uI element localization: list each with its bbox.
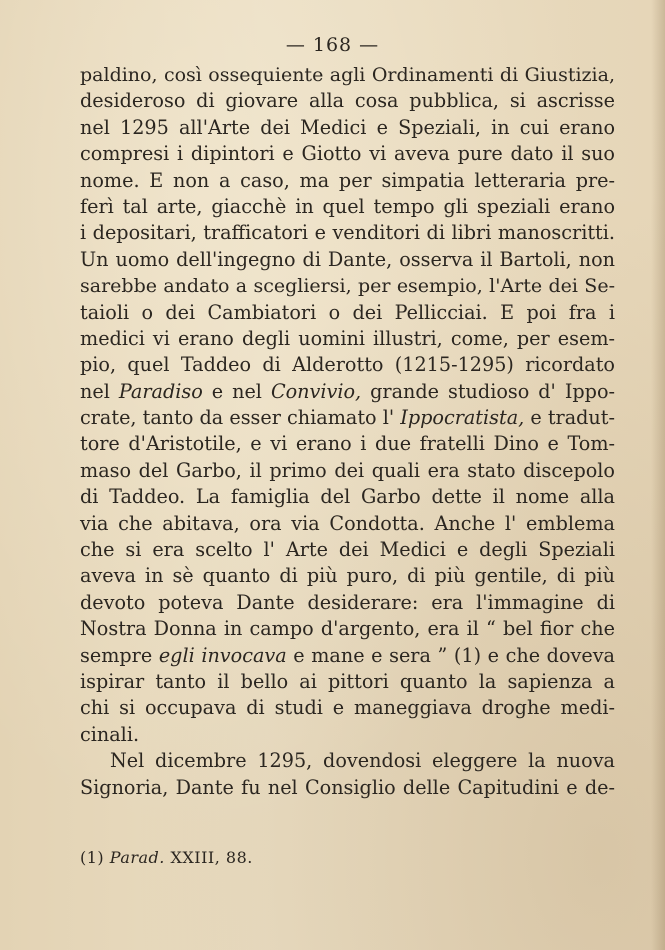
text-line: ispirar tanto il bello ai pittori quanto la sapienza a bbox=[80, 669, 615, 693]
italic-text: Ippocratista, bbox=[400, 406, 525, 430]
text-segment: nel bbox=[80, 379, 119, 403]
text-line: aveva in sè quanto di più puro, di più gentile, di più bbox=[80, 564, 615, 588]
text-line: devoto poteva Dante desiderare: era l'immagine di bbox=[80, 590, 615, 614]
italic-text: egli invocava bbox=[158, 643, 287, 667]
text-line: tore d'Aristotile, e vi erano i due fratelli Dino e Tom- bbox=[80, 432, 615, 456]
italic-text: Convivio, bbox=[270, 379, 362, 403]
text-line: pio, quel Taddeo di Alderotto (1215-1295) ricordato bbox=[80, 353, 615, 377]
text-line: che si era scelto l' Arte dei Medici e degli Speziali bbox=[80, 538, 615, 562]
text-line: via che abitava, ora via Condotta. Anche l' emblema bbox=[80, 511, 615, 535]
text-line bbox=[80, 405, 615, 431]
text-line: maso del Garbo, il primo dei quali era stato discepolo bbox=[80, 458, 615, 482]
text-line: compresi i dipintori e Giotto vi aveva pure dato il suo bbox=[80, 142, 615, 166]
text-segment: grande studioso d' Ippo- bbox=[361, 379, 615, 403]
text-line: desideroso di giovare alla cosa pubblica, si ascrisse bbox=[80, 89, 615, 113]
text-line: nel 1295 all'Arte dei Medici e Speziali, in cui erano bbox=[80, 115, 615, 139]
page-number: — 168 — bbox=[285, 34, 380, 56]
text-line: sarebbe andato a scegliersi, per esempio, l'Arte dei Se- bbox=[80, 275, 615, 298]
text-segment: crate, tanto da esser chiamato l' bbox=[80, 406, 401, 430]
text-line: nome. E non a caso, ma per simpatia letteraria pre- bbox=[80, 168, 615, 192]
text-line: chi si occupava di studi e maneggiava droghe medi- bbox=[80, 696, 615, 720]
footnote bbox=[80, 848, 253, 867]
text-line: taioli o dei Cambiatori o dei Pellicciai. E poi fra i bbox=[80, 300, 615, 324]
text-segment: e nel bbox=[202, 379, 271, 403]
footnote-reference: XXIII, 88. bbox=[170, 848, 253, 867]
text-line: di Taddeo. La famiglia del Garbo dette il nome alla bbox=[80, 485, 615, 509]
footnote-marker: (1) bbox=[80, 848, 105, 867]
text-segment: e tradut- bbox=[524, 406, 615, 430]
text-line: paldino, così ossequiente agli Ordinamenti di Giustizia, bbox=[80, 64, 615, 86]
text-line: Signoria, Dante fu nel Consiglio delle Capitudini e de- bbox=[80, 775, 615, 799]
text-line: ferì tal arte, giacchè in quel tempo gli speziali erano bbox=[80, 194, 615, 218]
page-edge-shadow bbox=[651, 0, 665, 950]
text-line bbox=[80, 643, 615, 669]
text-line: cinali. bbox=[80, 722, 140, 746]
text-line: Un uomo dell'ingegno di Dante, osserva il Bartoli, non bbox=[80, 247, 615, 271]
text-line: i depositari, trafficatori e venditori di libri manoscritti. bbox=[80, 221, 615, 245]
text-line bbox=[80, 379, 615, 405]
text-segment: sempre bbox=[80, 643, 159, 667]
italic-text: Paradiso bbox=[118, 379, 203, 403]
text-line: medici vi erano degli uomini illustri, come, per esem- bbox=[80, 326, 615, 350]
text-line: Nel dicembre 1295, dovendosi eleggere la nuova bbox=[110, 749, 615, 773]
text-line: Nostra Donna in campo d'argento, era il “ bel fior che bbox=[80, 617, 615, 641]
body-text bbox=[80, 62, 615, 801]
text-segment: e mane e sera ” (1) e che doveva bbox=[286, 643, 615, 667]
footnote-source: Parad. bbox=[109, 848, 165, 867]
